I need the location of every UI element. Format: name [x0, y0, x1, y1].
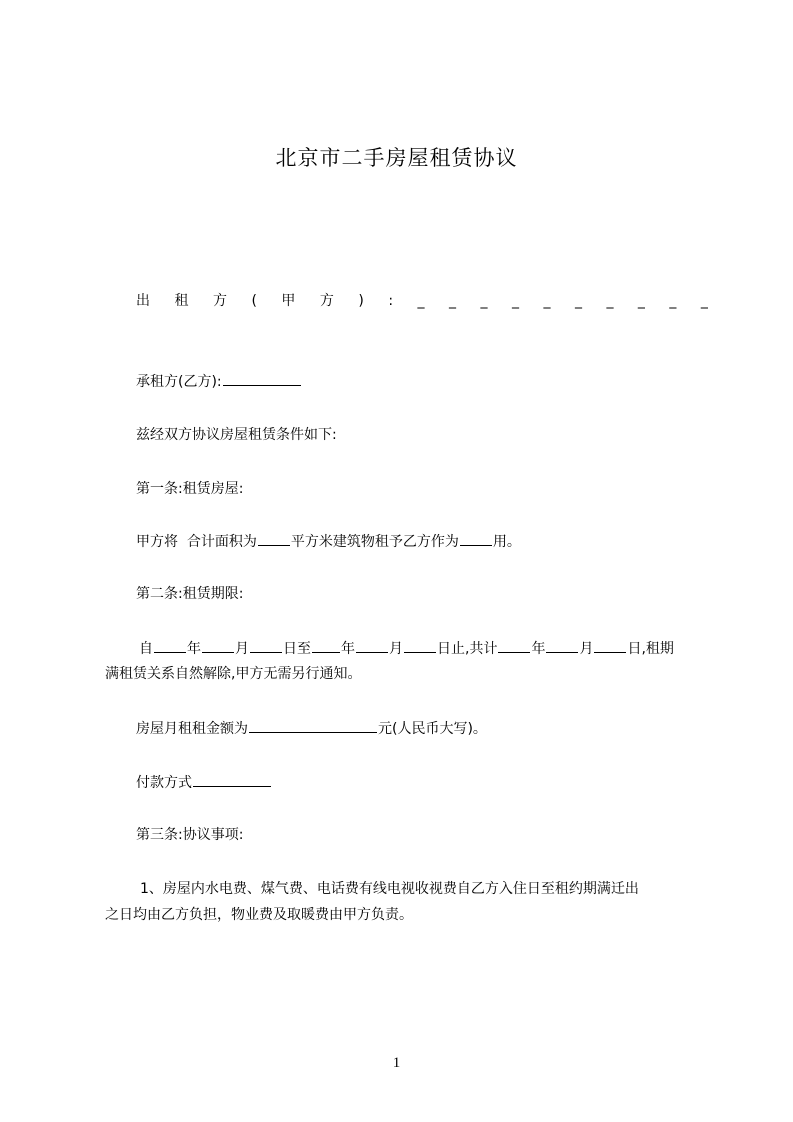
start-year-blank[interactable] [154, 637, 186, 653]
lessor-blank: _ [700, 293, 708, 309]
article1-text-part: 用。 [492, 534, 521, 550]
total-month-blank[interactable] [546, 637, 578, 653]
area-blank[interactable] [258, 530, 290, 546]
payment-blank[interactable] [193, 771, 271, 787]
lessee-blank[interactable] [223, 370, 301, 386]
lessor-char: ( [251, 293, 257, 309]
lessor-char: 租 [174, 293, 189, 309]
document-title: 北京市二手房屋租赁协议 [275, 146, 518, 170]
lessor-blank: _ [637, 293, 645, 309]
lessor-char: 方 [319, 293, 334, 309]
period-text: 年 [341, 641, 355, 657]
item1-line-2: 之日均由乙方负担，物业费及取暖费由甲方负责。 [105, 907, 413, 923]
lessor-blank: _ [543, 293, 551, 309]
period-text: 月 [389, 641, 403, 657]
period-text: 日,租期 [627, 641, 674, 657]
item1-line-1: 1、房屋内水电费、煤气费、电话费有线电视收视费自乙方入住日至租约期满迁出 [140, 881, 639, 897]
lessor-blank: _ [449, 293, 457, 309]
start-day-blank[interactable] [250, 637, 282, 653]
period-line-2: 满租赁关系自然解除,甲方无需另行通知。 [105, 666, 362, 682]
rent-suffix: 元(人民币大写)。 [378, 721, 487, 737]
lessor-blank: _ [511, 293, 519, 309]
lessee-line [136, 370, 302, 393]
lessor-blank: _ [574, 293, 582, 309]
lessor-line [136, 290, 708, 312]
lessor-char: 方 [212, 293, 227, 309]
lessor-blank: _ [417, 293, 425, 309]
period-text: 自 [139, 641, 153, 657]
total-year-blank[interactable] [498, 637, 530, 653]
start-month-blank[interactable] [202, 637, 234, 653]
rent-line [136, 717, 487, 740]
lessee-label: 承租方(乙方): [136, 374, 222, 390]
lessor-char: 甲 [281, 293, 296, 309]
lessor-char: 出 [136, 293, 150, 309]
lessor-char: ) [358, 293, 364, 309]
period-text: 日止,共计 [437, 641, 498, 657]
rent-blank[interactable] [249, 717, 377, 733]
period-text: 月 [235, 641, 249, 657]
end-month-blank[interactable] [356, 637, 388, 653]
article1-heading: 第一条:租赁房屋: [136, 481, 244, 497]
lessor-blank: _ [669, 293, 677, 309]
end-year-blank[interactable] [312, 637, 340, 653]
intro-text: 兹经双方协议房屋租赁条件如下: [136, 427, 337, 443]
page-number: 1 [392, 1055, 401, 1071]
lessor-blank: _ [606, 293, 614, 309]
article3-heading: 第三条:协议事项: [136, 827, 244, 843]
lessor-char: : [388, 293, 394, 309]
total-day-blank[interactable] [594, 637, 626, 653]
end-day-blank[interactable] [404, 637, 436, 653]
period-text: 年 [531, 641, 546, 657]
rent-label: 房屋月租租金额为 [136, 721, 248, 737]
period-line-1 [139, 637, 674, 660]
payment-label: 付款方式 [136, 775, 192, 791]
period-text: 月 [579, 641, 594, 657]
article1-text [136, 530, 521, 553]
payment-line [136, 771, 272, 794]
period-text: 年 [187, 641, 201, 657]
article1-text-part: 甲方将 合计面积为 [136, 534, 257, 550]
article1-text-part: 平方米建筑物租予乙方作为 [290, 534, 459, 550]
lessor-blank: _ [480, 293, 488, 309]
article2-heading: 第二条:租赁期限: [136, 586, 244, 602]
usage-blank[interactable] [460, 530, 492, 546]
period-text: 日至 [283, 641, 311, 657]
